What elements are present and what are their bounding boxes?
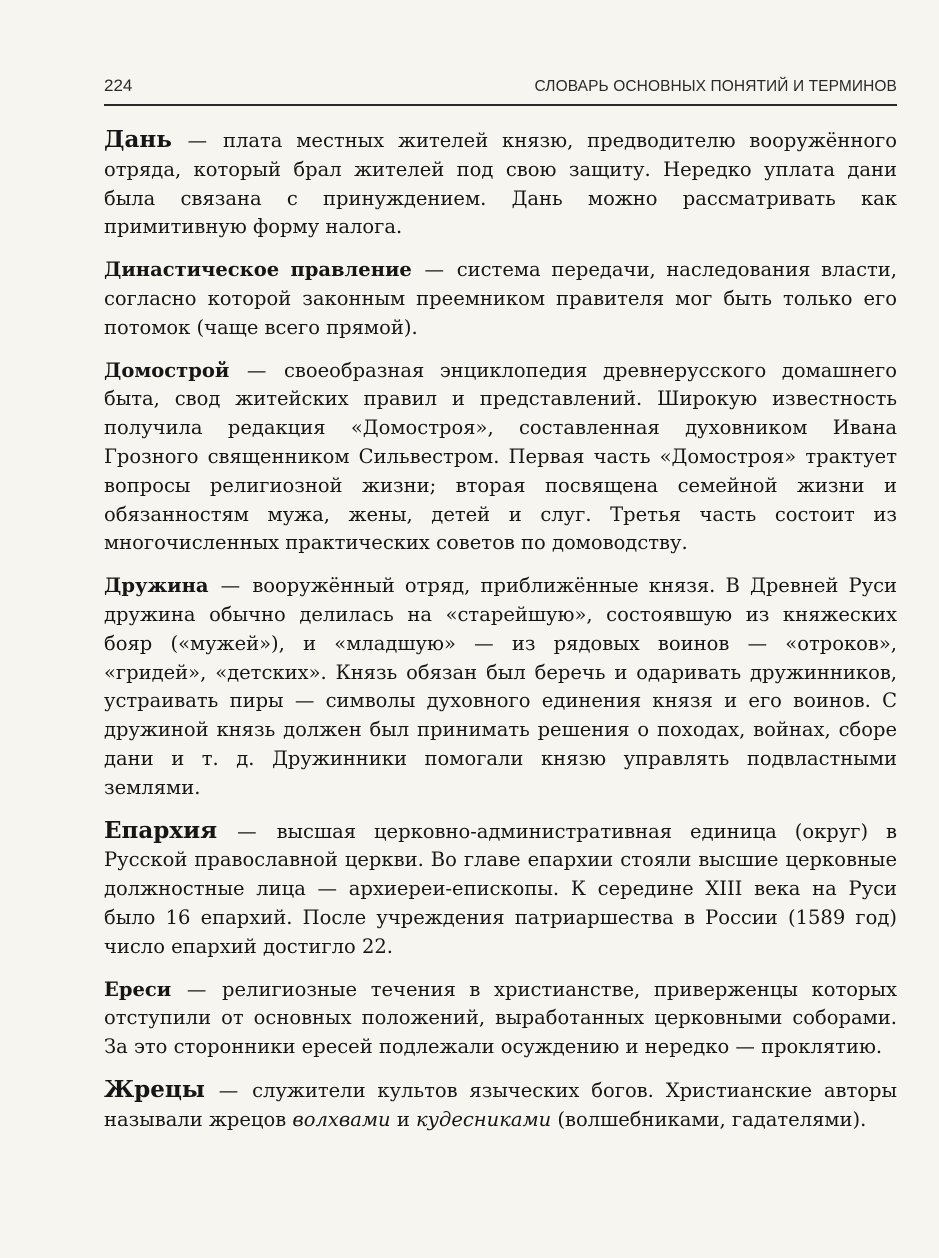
page-header [104, 70, 897, 106]
glossary-entry-eparkhiya [104, 817, 897, 962]
entry-italic-term-kudesniki: кудесниками [416, 1107, 552, 1131]
entry-term: Династическое правление [104, 258, 412, 282]
entry-conjunction: и [396, 1107, 410, 1131]
entry-definition: система передачи, наследования власти, согласно которой законным преемником правителя мог быть только его потомок (чаще всего прямой). [104, 258, 898, 339]
entry-term: Епархия [104, 816, 218, 844]
entry-definition: плата местных жителей князю, предводителю вооружённого отряда, который брал жителей под свою защиту. Нередко уплата дани была связана с принуждением. Дань можно рассматривать как примитивную форму налога. [104, 129, 898, 239]
glossary-entry-dinasticheskoe-pravlenie [104, 256, 897, 342]
entry-term: Ереси [104, 977, 172, 1001]
entry-term: Домострой [104, 358, 230, 382]
entry-dash: — [186, 977, 207, 1001]
entry-definition: вооружённый отряд, приближённые князя. В Древней Руси дружина обычно делилась на «старейшую», состоявшую из княжеских бояр («мужей»), и «младшую» — из рядовых воинов — «отроков», «гридей», «детских». Князь обязан был беречь и одаривать дружинников, устраивать пиры — символы духовного единения князя и его воинов. С дружиной князь должен был принимать решения о походах, войнах, сборе дани и т. д. Дружинники помогали князю управлять подвластными землями. [104, 574, 897, 799]
entry-definition: религиозные течения в христианстве, приверженцы которых отступили от основных положений, выработанных церковными соборами. За это сторонники ересей подлежали осуждению и нередко — проклятию. [104, 977, 897, 1059]
entry-dash: — [187, 129, 208, 152]
entry-dash: — [218, 1078, 239, 1102]
entry-dash: — [220, 574, 241, 598]
glossary-entry-zhretsy [104, 1076, 897, 1135]
entry-term: Дань [104, 126, 172, 153]
entry-term: Дружина [104, 574, 209, 598]
glossary-entry-eresi [104, 976, 897, 1062]
entry-dash: — [237, 819, 257, 843]
page-number: 224 [104, 76, 133, 95]
entry-term: Жрецы [104, 1075, 205, 1103]
entry-dash: — [246, 358, 267, 382]
entry-definition-start: служители культов языческих богов. Христианские авторы называли жрецов [104, 1078, 898, 1131]
entry-italic-term-volkhvy: волхвами [292, 1107, 391, 1131]
entry-dash: — [424, 258, 445, 282]
glossary-entry-dan [104, 126, 897, 242]
running-title: СЛОВАРЬ ОСНОВНЫХ ПОНЯТИЙ И ТЕРМИНОВ [534, 78, 897, 95]
entry-definition-end: (волшебниками, гадателями). [557, 1107, 867, 1131]
glossary-content [104, 126, 897, 1149]
glossary-entry-druzhina [104, 572, 897, 802]
entry-definition: своеобразная энциклопедия древнерусского домашнего быта, свод житейских правил и представлений. Широкую известность получила редакция «Домостроя», составленная духовником Ивана Грозного священником Сильвестром. Первая часть «Домостроя» трактует вопросы религиозной жизни; вторая посвящена семейной жизни и обязанностям мужа, жены, детей и слуг. Третья часть состоит из многочисленных практических советов по домоводству. [104, 358, 897, 555]
entry-definition: высшая церковно-административная единица (округ) в Русской православной церкви. Во главе епархии стояли высшие церковные должностные лица — архиереи-епископы. К середине XIII века на Руси было 16 епархий. После учреждения патриаршества в России (1589 год) число епархий достигло 22. [104, 819, 897, 958]
glossary-entry-domostroy [104, 357, 897, 559]
